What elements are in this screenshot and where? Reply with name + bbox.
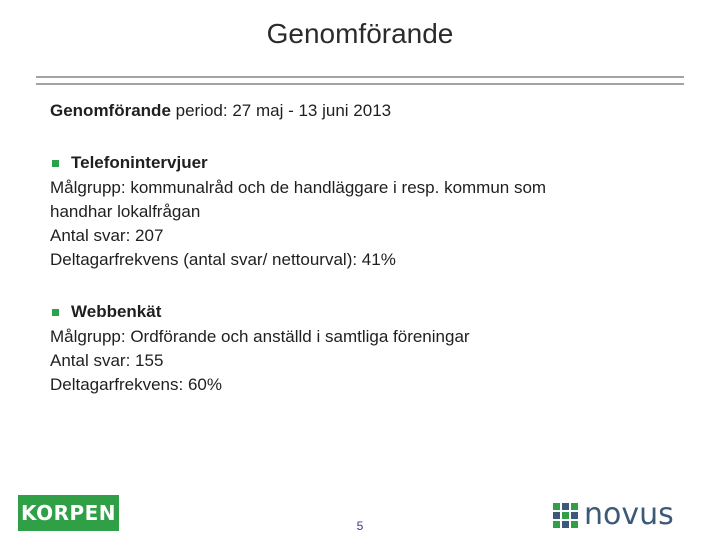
novus-mark-square: [553, 521, 560, 528]
section-heading-text: Telefonintervjuer: [71, 153, 208, 172]
section-webbenkat: [50, 300, 670, 397]
korpen-logo: [18, 495, 119, 531]
section-line: Målgrupp: kommunalråd och de handläggare i resp. kommun som: [50, 178, 547, 197]
novus-mark-square: [562, 503, 569, 510]
novus-mark-square: [553, 512, 560, 519]
novus-logo-mark-icon: [553, 503, 578, 528]
novus-mark-square: [571, 521, 578, 528]
period-label: Genomförande: [50, 101, 171, 120]
korpen-logo-text: KORPEN: [20, 501, 117, 525]
section-heading: [50, 151, 670, 175]
square-bullet-icon: [52, 160, 59, 167]
period-text: period: 27 maj - 13 juni 2013: [170, 101, 392, 120]
title-divider-top: [36, 76, 684, 78]
section-line: handhar lokalfrågan: [50, 202, 201, 221]
section-telefonintervjuer: [50, 151, 670, 272]
novus-mark-square: [571, 503, 578, 510]
title-divider-bottom: [36, 83, 684, 85]
section-line: Antal svar: 155: [50, 351, 164, 370]
novus-mark-square: [571, 512, 578, 519]
section-heading-text: Webbenkät: [71, 302, 162, 321]
novus-logo-text: novus: [584, 497, 674, 532]
novus-mark-square: [562, 521, 569, 528]
period-line: [50, 99, 670, 123]
novus-logo: [553, 497, 674, 532]
page-number: 5: [356, 519, 364, 533]
section-line: Målgrupp: Ordförande och anställd i samtliga föreningar: [50, 327, 470, 346]
novus-mark-square: [553, 503, 560, 510]
slide-title: Genomförande: [266, 18, 454, 49]
section-line: Deltagarfrekvens: 60%: [50, 375, 222, 394]
slide-body: [50, 99, 670, 425]
section-heading: [50, 300, 670, 324]
square-bullet-icon: [52, 309, 59, 316]
section-line: Antal svar: 207: [50, 226, 164, 245]
section-line: Deltagarfrekvens (antal svar/ nettourval): 41%: [50, 250, 396, 269]
novus-mark-square: [562, 512, 569, 519]
